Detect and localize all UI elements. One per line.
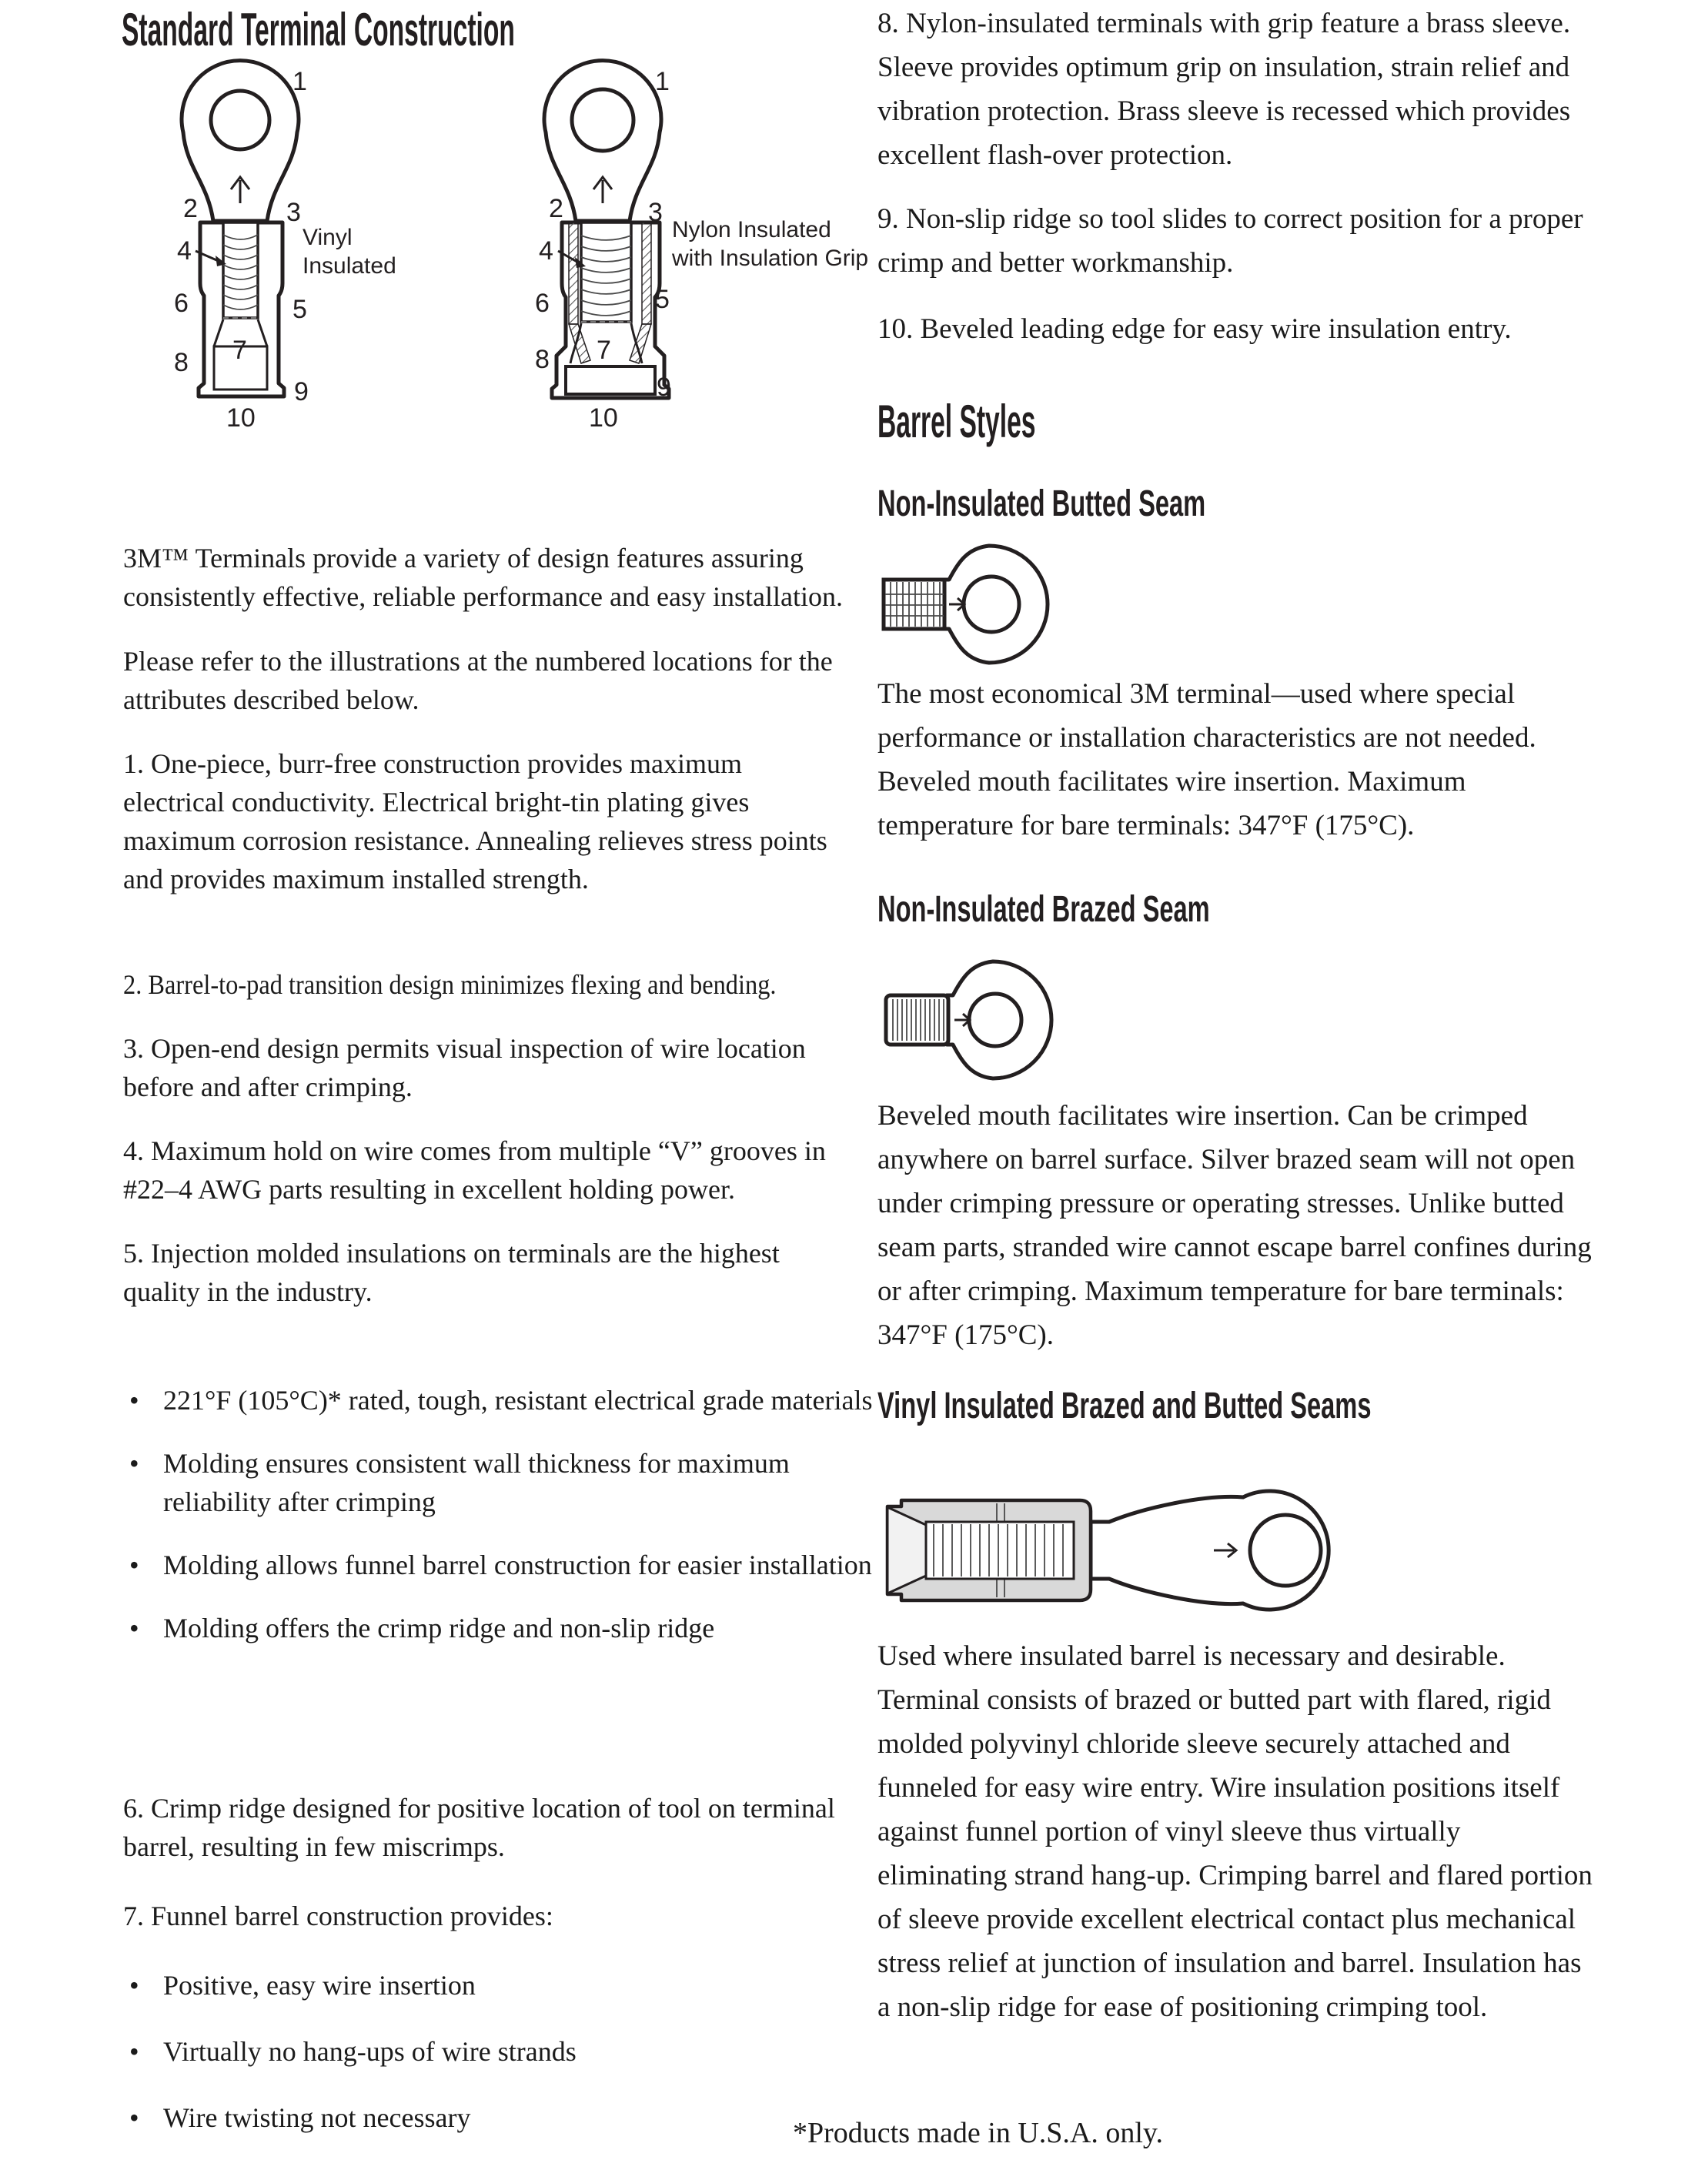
callout-8: 8 bbox=[535, 345, 550, 374]
vinyl-insulated-seams-heading: Vinyl Insulated Brazed and Butted Seams bbox=[877, 1386, 1372, 1426]
nylon-insulated-label: Nylon Insulated with Insulation Grip bbox=[672, 217, 869, 271]
crimp-barrel bbox=[926, 1522, 1074, 1579]
callout-9: 9 bbox=[657, 373, 671, 402]
list-item: • Molding offers the crimp ridge and non-slip ridge bbox=[163, 1609, 887, 1647]
list-item: • Molding ensures consistent wall thickness for maximum reliability after crimping bbox=[163, 1444, 887, 1521]
feature-item-1: 1. One-piece, burr-free construction provides maximum electrical conductivity. Electrical bright-tin plating gives maximum corrosion resistance. Annealing relieves stress points and provides maximum installed strength. bbox=[123, 748, 827, 894]
feature-item-2: 2. Barrel-to-pad transition design minimizes flexing and bending. bbox=[123, 969, 777, 1000]
callout-6: 6 bbox=[535, 289, 550, 318]
intro-paragraph-1: 3M™ Terminals provide a variety of design features assuring consistently effective, reliable performance and easy installation. bbox=[123, 543, 843, 612]
callout-5: 5 bbox=[292, 295, 307, 324]
stud-hole bbox=[572, 89, 633, 151]
insulation-bullet-list bbox=[123, 1381, 887, 1672]
butted-seam-heading: Non-Insulated Butted Seam bbox=[877, 483, 1206, 524]
callout-4: 4 bbox=[539, 236, 553, 266]
butted-seam-terminal-diagram bbox=[881, 539, 1051, 670]
barrel-styles-heading: Barrel Styles bbox=[877, 396, 1036, 447]
callout-3: 3 bbox=[648, 198, 663, 227]
list-item: • 221°F (105°C)* rated, tough, resistant electrical grade materials bbox=[163, 1381, 887, 1419]
feature-item-4: 4. Maximum hold on wire comes from multiple “V” grooves in #22–4 AWG parts resulting in excellent holding power. bbox=[123, 1135, 826, 1205]
list-item: • Wire twisting not necessary bbox=[163, 2098, 887, 2137]
brazed-seam-terminal-diagram bbox=[884, 952, 1053, 1087]
callout-3: 3 bbox=[286, 198, 301, 227]
callout-2: 2 bbox=[549, 194, 563, 223]
stud-hole bbox=[964, 577, 1019, 632]
callout-10: 10 bbox=[226, 403, 256, 433]
feature-item-8: 8. Nylon-insulated terminals with grip feature a brass sleeve. Sleeve provides optimum grip on insulation, strain relief and vibration protection. Brass sleeve is recessed which provides excellent flash-over protection. bbox=[877, 8, 1571, 171]
funnel-bullet-list bbox=[123, 1966, 887, 2165]
brazed-seam-heading: Non-Insulated Brazed Seam bbox=[877, 889, 1210, 930]
stud-hole bbox=[969, 994, 1021, 1046]
callout-6: 6 bbox=[174, 289, 189, 318]
feature-item-9: 9. Non-slip ridge so tool slides to correct position for a proper crimp and better workmanship. bbox=[877, 203, 1583, 279]
vinyl-insulated-seams-body: Used where insulated barrel is necessary and desirable. Terminal consists of brazed or butted part with flared, rigid molded polyvinyl chloride sleeve securely attached and funneled for easy wire entry. Wire insulation positions itself against funnel portion of vinyl sleeve thus virtually eliminating strand hang-up. Crimping barrel and flared portion of sleeve provide excellent electrical contact plus mechanical stress relief at junction of insulation and barrel. Insulation has a non-slip ridge for ease of positioning crimping tool. bbox=[877, 1640, 1593, 2023]
list-item: • Positive, easy wire insertion bbox=[163, 1966, 887, 2004]
nylon-insulated-terminal-diagram bbox=[535, 52, 685, 483]
feature-item-5: 5. Injection molded insulations on terminals are the highest quality in the industry. bbox=[123, 1238, 780, 1307]
callout-5: 5 bbox=[655, 285, 670, 314]
list-item: • Virtually no hang-ups of wire strands bbox=[163, 2032, 887, 2071]
brazed-seam-body: Beveled mouth facilitates wire insertion. Can be crimped anywhere on barrel surface. Silver brazed seam will not open under crimping pressure or operating stresses. Unlike butted seam parts, stranded wire cannot escape barrel confines during or after crimping. Maximum temperature for bare terminals: 347°F (175°C). bbox=[877, 1100, 1592, 1351]
butted-seam-body: The most economical 3M terminal—used where special performance or installation characteristics are not needed. Beveled mouth facilitates wire insertion. Maximum temperature for bare terminals: 347°F (175°C). bbox=[877, 678, 1536, 841]
callout-9: 9 bbox=[294, 377, 309, 406]
feature-item-3: 3. Open-end design permits visual inspection of wire location before and after crimping. bbox=[123, 1033, 806, 1102]
callout-1: 1 bbox=[655, 67, 670, 96]
callout-7: 7 bbox=[232, 336, 247, 365]
brass-sleeve bbox=[566, 366, 655, 394]
feature-item-6: 6. Crimp ridge designed for positive location of tool on terminal barrel, resulting in few miscrimps. bbox=[123, 1793, 835, 1862]
vinyl-insulated-terminal-diagram bbox=[169, 52, 316, 483]
callout-10: 10 bbox=[589, 403, 618, 433]
callout-7: 7 bbox=[597, 336, 611, 365]
vinyl-insulated-label: Vinyl Insulated bbox=[302, 225, 396, 279]
stud-hole bbox=[211, 91, 269, 149]
feature-item-7: 7. Funnel barrel construction provides: bbox=[123, 1901, 553, 1931]
callout-1: 1 bbox=[292, 67, 307, 96]
list-item: • Molding allows funnel barrel construction for easier installation bbox=[163, 1546, 887, 1584]
callout-4: 4 bbox=[177, 236, 192, 266]
products-usa-footnote: *Products made in U.S.A. only. bbox=[793, 2117, 1163, 2149]
stud-hole bbox=[1250, 1515, 1321, 1586]
callout-2: 2 bbox=[183, 194, 198, 223]
vinyl-insulated-terminal-side-diagram bbox=[881, 1488, 1451, 1613]
butted-seam-barrel bbox=[884, 580, 944, 629]
callout-8: 8 bbox=[174, 348, 189, 377]
page-title: Standard Terminal Construction bbox=[122, 4, 515, 55]
intro-paragraph-2: Please refer to the illustrations at the numbered locations for the attributes described below. bbox=[123, 646, 833, 715]
feature-item-10: 10. Beveled leading edge for easy wire insulation entry. bbox=[877, 313, 1512, 345]
